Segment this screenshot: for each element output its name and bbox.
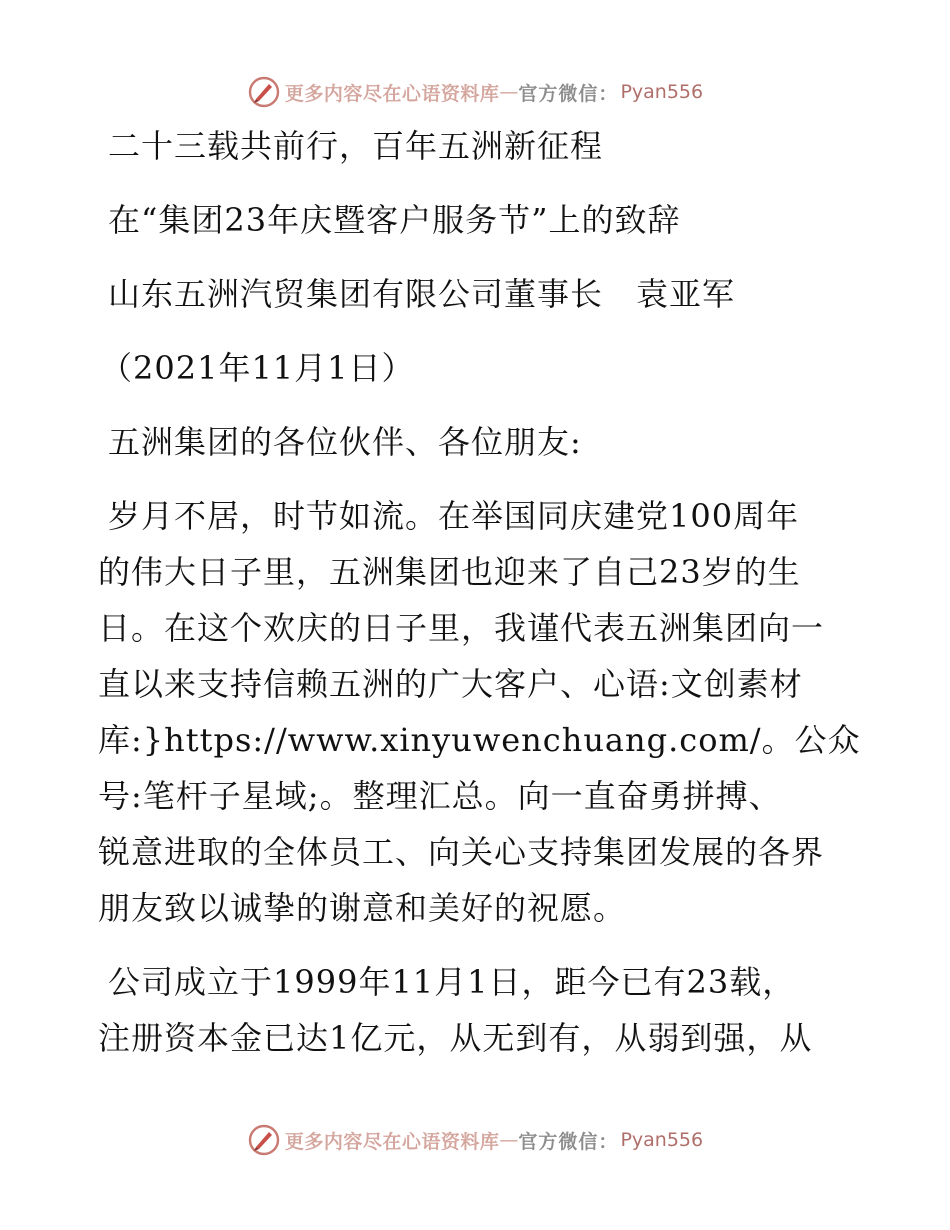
document-date: （2021年11月1日） bbox=[100, 349, 415, 387]
paragraph-2 bbox=[98, 954, 858, 1066]
paragraph-line: 注册资本金已达1亿元，从无到有，从弱到强，从 bbox=[98, 1019, 813, 1057]
watermark-footer bbox=[0, 1120, 950, 1160]
paragraph-1 bbox=[98, 488, 861, 936]
paragraph-line: 库:}https://www.xinyuwenchuang.com/。公众 bbox=[98, 721, 861, 759]
paragraph-line: 朋友致以诚挚的谢意和美好的祝愿。 bbox=[98, 889, 627, 927]
paragraph-line: 号:笔杆子星域;。整理汇总。向一直奋勇拼搏、 bbox=[98, 777, 782, 815]
document-body bbox=[98, 118, 861, 1066]
quill-logo-icon bbox=[247, 75, 281, 109]
watermark-dash: — bbox=[499, 81, 519, 103]
watermark-handle: Pyan556 bbox=[620, 1129, 704, 1151]
quill-logo-icon bbox=[247, 1123, 281, 1157]
document-title: 二十三载共前行，百年五洲新征程 bbox=[108, 127, 604, 165]
document-salutation: 五洲集团的各位伙伴、各位朋友: bbox=[108, 423, 582, 461]
paragraph-line: 岁月不居，时节如流。在举国同庆建党100周年 bbox=[108, 497, 800, 535]
document-subtitle: 在“集团23年庆暨客户服务节”上的致辞 bbox=[108, 201, 681, 239]
watermark-official-label: 官方微信： bbox=[518, 82, 619, 105]
watermark-official-label: 官方微信： bbox=[518, 1130, 619, 1153]
watermark-handle: Pyan556 bbox=[620, 81, 704, 103]
paragraph-line: 日。在这个欢庆的日子里，我谨代表五洲集团向一 bbox=[98, 609, 825, 647]
paragraph-line: 公司成立于1999年11月1日，距今已有23载， bbox=[108, 963, 796, 1001]
document-author: 山东五洲汽贸集团有限公司董事长 袁亚军 bbox=[108, 275, 736, 313]
watermark-header bbox=[0, 72, 950, 112]
watermark-dash: — bbox=[499, 1129, 519, 1151]
paragraph-line: 的伟大日子里，五洲集团也迎来了自己23岁的生 bbox=[98, 553, 801, 591]
paragraph-line: 锐意进取的全体员工、向关心支持集团发展的各界 bbox=[98, 833, 825, 871]
watermark-main-text: 更多内容尽在心语资料库 bbox=[284, 82, 500, 105]
watermark-main-text: 更多内容尽在心语资料库 bbox=[284, 1130, 500, 1153]
paragraph-line: 直以来支持信赖五洲的广大客户、心语:文创素材 bbox=[98, 665, 803, 703]
